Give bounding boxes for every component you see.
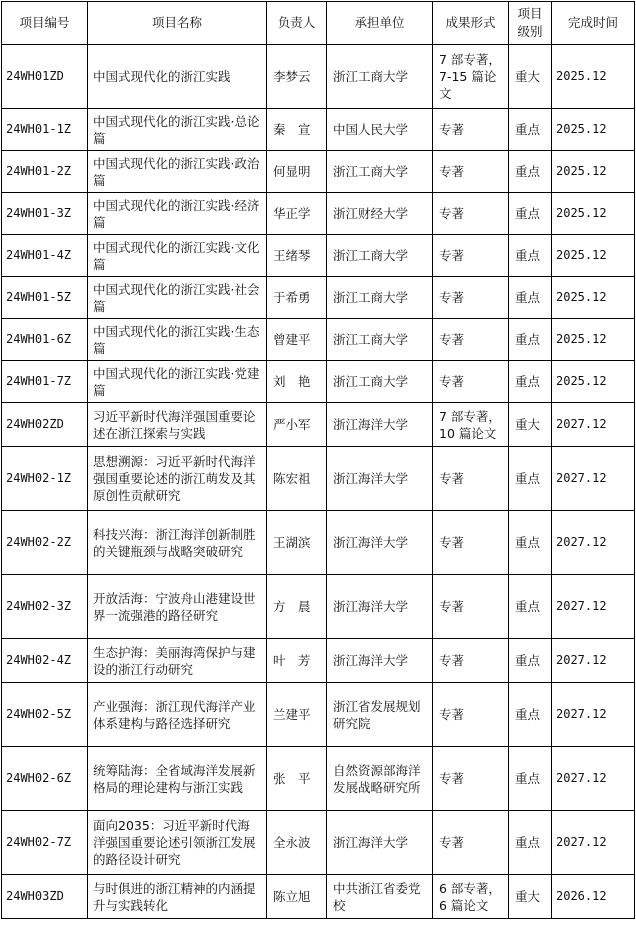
project-name: 中国式现代化的浙江实践·总论篇 (88, 109, 267, 151)
project-code: 24WH02-5Z (2, 683, 88, 747)
project-output-form: 专著 (433, 575, 509, 639)
project-leader: 王绪琴 (267, 235, 327, 277)
table-row (2, 447, 635, 511)
project-level: 重点 (509, 683, 552, 747)
project-level: 重点 (509, 811, 552, 875)
project-code: 24WH01-3Z (2, 193, 88, 235)
col-header-time: 完成时间 (552, 2, 635, 45)
col-header-level: 项目级别 (509, 2, 552, 45)
project-code: 24WH01-5Z (2, 277, 88, 319)
project-output-form: 专著 (433, 151, 509, 193)
project-unit: 浙江财经大学 (327, 193, 433, 235)
col-header-leader: 负责人 (267, 2, 327, 45)
col-header-name: 项目名称 (88, 2, 267, 45)
completion-time: 2025.12 (552, 151, 635, 193)
project-leader: 兰建平 (267, 683, 327, 747)
project-unit: 浙江海洋大学 (327, 403, 433, 447)
project-name: 习近平新时代海洋强国重要论述在浙江探索与实践 (88, 403, 267, 447)
project-code: 24WH01-6Z (2, 319, 88, 361)
project-name: 中国式现代化的浙江实践·党建篇 (88, 361, 267, 403)
completion-time: 2027.12 (552, 575, 635, 639)
completion-time: 2027.12 (552, 747, 635, 811)
project-unit: 浙江工商大学 (327, 319, 433, 361)
project-level: 重点 (509, 109, 552, 151)
project-output-form: 专著 (433, 639, 509, 683)
project-output-form: 专著 (433, 683, 509, 747)
project-output-form: 专著 (433, 361, 509, 403)
table-row (2, 109, 635, 151)
project-level: 重大 (509, 45, 552, 109)
project-level: 重点 (509, 235, 552, 277)
project-leader: 王湖滨 (267, 511, 327, 575)
project-name: 面向2035：习近平新时代海洋强国重要论述引领浙江发展的路径设计研究 (88, 811, 267, 875)
project-leader: 方 晨 (267, 575, 327, 639)
completion-time: 2027.12 (552, 447, 635, 511)
completion-time: 2026.12 (552, 875, 635, 919)
project-unit: 自然资源部海洋发展战略研究所 (327, 747, 433, 811)
table-row (2, 193, 635, 235)
project-name: 中国式现代化的浙江实践·生态篇 (88, 319, 267, 361)
project-level: 重大 (509, 875, 552, 919)
project-code: 24WH02-1Z (2, 447, 88, 511)
project-unit: 浙江海洋大学 (327, 811, 433, 875)
project-level: 重点 (509, 193, 552, 235)
project-output-form: 7 部专著，10 篇论文 (433, 403, 509, 447)
table-row (2, 639, 635, 683)
project-leader: 陈立旭 (267, 875, 327, 919)
project-leader: 华正学 (267, 193, 327, 235)
project-level: 重点 (509, 747, 552, 811)
project-unit: 浙江工商大学 (327, 361, 433, 403)
table-row (2, 319, 635, 361)
project-unit: 浙江工商大学 (327, 45, 433, 109)
project-code: 24WH03ZD (2, 875, 88, 919)
project-unit: 浙江海洋大学 (327, 575, 433, 639)
project-name: 中国式现代化的浙江实践·政治篇 (88, 151, 267, 193)
project-code: 24WH01-2Z (2, 151, 88, 193)
table-row (2, 151, 635, 193)
table-row (2, 875, 635, 919)
project-name: 中国式现代化的浙江实践·文化篇 (88, 235, 267, 277)
project-leader: 叶 芳 (267, 639, 327, 683)
table-row (2, 811, 635, 875)
project-unit: 浙江省发展规划研究院 (327, 683, 433, 747)
project-name: 生态护海：美丽海湾保护与建设的浙江行动研究 (88, 639, 267, 683)
project-name: 中国式现代化的浙江实践·社会篇 (88, 277, 267, 319)
project-leader: 刘 艳 (267, 361, 327, 403)
project-leader: 何显明 (267, 151, 327, 193)
completion-time: 2025.12 (552, 361, 635, 403)
project-output-form: 专著 (433, 811, 509, 875)
project-unit: 浙江海洋大学 (327, 639, 433, 683)
project-leader: 李梦云 (267, 45, 327, 109)
project-leader: 严小军 (267, 403, 327, 447)
col-header-form: 成果形式 (433, 2, 509, 45)
project-unit: 浙江海洋大学 (327, 511, 433, 575)
project-table (1, 1, 635, 919)
completion-time: 2025.12 (552, 319, 635, 361)
completion-time: 2027.12 (552, 403, 635, 447)
table-row (2, 403, 635, 447)
project-unit: 浙江工商大学 (327, 277, 433, 319)
project-level: 重点 (509, 277, 552, 319)
completion-time: 2027.12 (552, 639, 635, 683)
completion-time: 2025.12 (552, 277, 635, 319)
project-code: 24WH02ZD (2, 403, 88, 447)
project-name: 中国式现代化的浙江实践 (88, 45, 267, 109)
project-output-form: 专著 (433, 193, 509, 235)
project-code: 24WH02-4Z (2, 639, 88, 683)
project-output-form: 6 部专著，6 篇论文 (433, 875, 509, 919)
project-unit: 中共浙江省委党校 (327, 875, 433, 919)
table-row (2, 45, 635, 109)
project-code: 24WH02-7Z (2, 811, 88, 875)
project-output-form: 专著 (433, 511, 509, 575)
project-level: 重点 (509, 361, 552, 403)
table-row (2, 277, 635, 319)
project-output-form: 专著 (433, 447, 509, 511)
table-row (2, 683, 635, 747)
col-header-unit: 承担单位 (327, 2, 433, 45)
table-row (2, 361, 635, 403)
project-name: 产业强海：浙江现代海洋产业体系建构与路径选择研究 (88, 683, 267, 747)
project-code: 24WH01-7Z (2, 361, 88, 403)
project-level: 重大 (509, 403, 552, 447)
project-level: 重点 (509, 319, 552, 361)
project-name: 科技兴海：浙江海洋创新制胜的关键瓶颈与战略突破研究 (88, 511, 267, 575)
table-row (2, 575, 635, 639)
project-output-form: 专著 (433, 277, 509, 319)
completion-time: 2025.12 (552, 45, 635, 109)
completion-time: 2025.12 (552, 109, 635, 151)
project-level: 重点 (509, 447, 552, 511)
project-name: 统筹陆海：全省域海洋发展新格局的理论建构与浙江实践 (88, 747, 267, 811)
project-code: 24WH01-4Z (2, 235, 88, 277)
project-name: 与时俱进的浙江精神的内涵提升与实践转化 (88, 875, 267, 919)
project-leader: 于希勇 (267, 277, 327, 319)
completion-time: 2027.12 (552, 811, 635, 875)
project-name: 思想溯源：习近平新时代海洋强国重要论述的浙江萌发及其原创性贡献研究 (88, 447, 267, 511)
table-row (2, 235, 635, 277)
project-level: 重点 (509, 511, 552, 575)
completion-time: 2027.12 (552, 511, 635, 575)
project-name: 开放活海：宁波舟山港建设世界一流强港的路径研究 (88, 575, 267, 639)
project-leader: 陈宏祖 (267, 447, 327, 511)
header-row (2, 2, 635, 45)
project-code: 24WH01ZD (2, 45, 88, 109)
project-level: 重点 (509, 639, 552, 683)
project-level: 重点 (509, 151, 552, 193)
table-row (2, 511, 635, 575)
project-unit: 浙江工商大学 (327, 235, 433, 277)
project-output-form: 专著 (433, 109, 509, 151)
project-unit: 浙江海洋大学 (327, 447, 433, 511)
project-code: 24WH01-1Z (2, 109, 88, 151)
project-code: 24WH02-2Z (2, 511, 88, 575)
project-name: 中国式现代化的浙江实践·经济篇 (88, 193, 267, 235)
project-output-form: 专著 (433, 235, 509, 277)
project-output-form: 专著 (433, 319, 509, 361)
completion-time: 2025.12 (552, 193, 635, 235)
project-code: 24WH02-3Z (2, 575, 88, 639)
completion-time: 2025.12 (552, 235, 635, 277)
project-leader: 张 平 (267, 747, 327, 811)
project-output-form: 专著 (433, 747, 509, 811)
project-leader: 曾建平 (267, 319, 327, 361)
table-row (2, 747, 635, 811)
project-leader: 全永波 (267, 811, 327, 875)
completion-time: 2027.12 (552, 683, 635, 747)
project-leader: 秦 宣 (267, 109, 327, 151)
project-level: 重点 (509, 575, 552, 639)
project-unit: 中国人民大学 (327, 109, 433, 151)
project-unit: 浙江工商大学 (327, 151, 433, 193)
col-header-code: 项目编号 (2, 2, 88, 45)
project-output-form: 7 部专著，7-15 篇论文 (433, 45, 509, 109)
project-code: 24WH02-6Z (2, 747, 88, 811)
